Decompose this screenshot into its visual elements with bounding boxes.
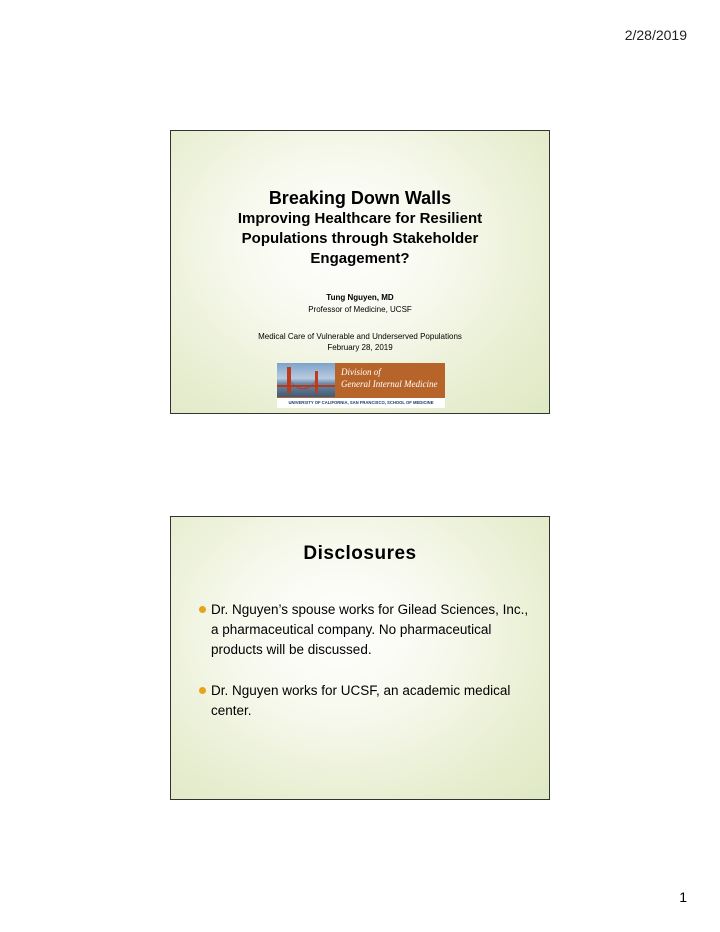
course-name: Medical Care of Vulnerable and Underserved Populations xyxy=(258,332,462,341)
bullet-text: Dr. Nguyen’s spouse works for Gilead Sciences, Inc., a pharmaceutical company. No pharmaceutical products will be discussed. xyxy=(211,602,529,657)
bullet-list xyxy=(199,600,533,742)
logo-footer: UNIVERSITY OF CALIFORNIA, SAN FRANCISCO, SCHOOL OF MEDICINE xyxy=(277,397,445,408)
bullet-item xyxy=(199,600,533,660)
bullet-text: Dr. Nguyen works for UCSF, an academic medical center. xyxy=(211,683,511,718)
presenter-role: Professor of Medicine, UCSF xyxy=(308,305,412,314)
logo-line-1: Division of xyxy=(341,367,381,377)
presenter-name: Tung Nguyen, MD xyxy=(326,293,394,302)
slide-title: Disclosures xyxy=(303,543,417,564)
golden-gate-bridge-photo xyxy=(277,363,335,397)
bullet-item xyxy=(199,681,533,721)
bullet-icon xyxy=(199,687,206,694)
logo-line-2: General Internal Medicine xyxy=(341,379,438,389)
logo-band xyxy=(335,363,445,397)
header-date: 2/28/2019 xyxy=(624,27,687,43)
page-number: 1 xyxy=(679,889,687,905)
bullet-icon xyxy=(199,606,206,613)
slide-title: Breaking Down Walls xyxy=(268,188,452,208)
presentation-date: February 28, 2019 xyxy=(327,343,393,352)
title-slide xyxy=(170,130,550,414)
division-logo xyxy=(277,363,445,407)
disclosures-slide xyxy=(170,516,550,800)
slide-subtitle: Improving Healthcare for Resilient Populations through Stakeholder Engagement? xyxy=(237,210,483,267)
